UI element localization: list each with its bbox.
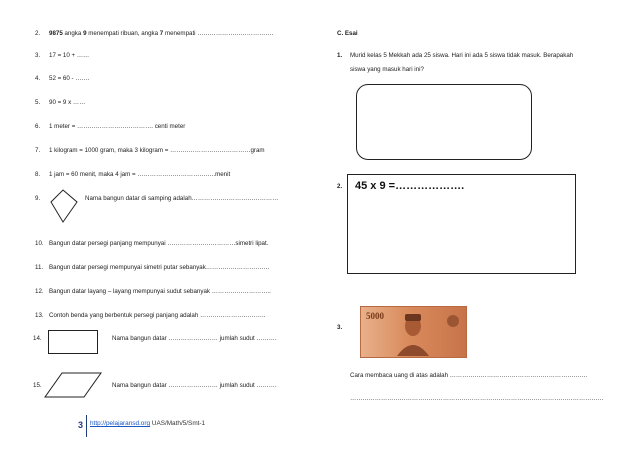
question-number: 6. [35, 123, 41, 130]
question-3-text: 17 = 10 + …… [49, 52, 90, 59]
banknote-image [360, 306, 467, 358]
footer-divider [86, 415, 87, 437]
digit-bold: 9 [83, 30, 87, 37]
question-number: 1. [337, 52, 343, 59]
question-11-text: Bangun datar persegi mempunyai simetri putar sebanyak…………………………. [49, 264, 270, 271]
question-number: 2. [35, 30, 41, 37]
essay-1-line-2: siswa yang masuk hari ini? [350, 66, 424, 73]
number-bold: 9875 [49, 30, 63, 37]
question-number: 5. [35, 99, 41, 106]
footer-link[interactable]: http://pelajaransd.org [90, 420, 151, 427]
question-15-text: Nama bangun datar …………………… jumlah sudut ………. [112, 382, 277, 389]
question-12-text: Bangun datar layang – layang mempunyai sudut sebanyak ……………………….. [49, 288, 271, 295]
question-5-text: 90 = 9 x …… [49, 99, 86, 106]
question-number: 2. [337, 183, 343, 190]
question-10-text: Bangun datar persegi panjang mempunyai ……………………………simetri lipat. [49, 240, 269, 247]
footer-suffix: UAS/Math/5/Smt-1 [150, 420, 206, 427]
portrait-icon [393, 310, 433, 356]
question-number: 3. [337, 324, 343, 331]
parallelogram-shape-icon [44, 372, 102, 398]
section-title: C. Esai [337, 30, 358, 37]
question-number: 15. [33, 382, 42, 389]
question-number: 4. [35, 75, 41, 82]
essay-3-line-1: Cara membaca uang di atas adalah …………………………………………………………. [350, 372, 588, 379]
question-number: 10. [35, 240, 44, 247]
question-7-text: 1 kilogram = 1000 gram, maka 3 kilogram = …………………………………gram [49, 147, 265, 154]
answer-box-2[interactable] [347, 174, 576, 274]
question-2-text [49, 30, 273, 38]
question-8-text: 1 jam = 60 menit, maka 4 jam = ………………………………..menit [49, 171, 231, 178]
question-6-text: 1 meter = ………………………………. centi meter [49, 123, 186, 130]
question-number: 7. [35, 147, 41, 154]
answer-box-1[interactable] [356, 84, 532, 160]
footer-text [90, 420, 205, 427]
question-number: 12. [35, 288, 44, 295]
question-4-text: 52 = 60 - ……. [49, 75, 90, 82]
kite-shape-icon [50, 188, 80, 224]
essay-1-line-1: Murid kelas 5 Mekkah ada 25 siswa. Hari ini ada 5 siswa tidak masuk. Berapakah [350, 52, 574, 59]
question-number: 8. [35, 171, 41, 178]
banknote-value: 5000 [366, 311, 384, 321]
question-13-text: Contoh benda yang berbentuk persegi panjang adalah ………………………….. [49, 312, 266, 319]
rectangle-shape-icon [48, 330, 98, 354]
text-part: angka [62, 30, 84, 37]
digit-bold: 7 [159, 30, 164, 37]
question-number: 9. [35, 195, 41, 202]
question-number: 3. [35, 52, 41, 59]
multiplication-question: 45 x 9 =………………. [355, 180, 465, 192]
question-number: 13. [35, 312, 44, 319]
page-number: 3 [78, 420, 84, 430]
text-part: menempati ………………………………. [163, 30, 274, 37]
question-number: 11. [35, 264, 44, 271]
text-part: menempati ribuan, angka [86, 30, 160, 37]
essay-3-line-2: …………………………………………………………………………………………………………… [350, 395, 604, 402]
question-number: 14. [33, 335, 42, 342]
emblem-icon [445, 313, 461, 329]
question-9-text: Nama bangun datar di samping adalah…………………………………… [85, 195, 279, 202]
question-14-text: Nama bangun datar …………………… jumlah sudut ………. [112, 335, 277, 342]
